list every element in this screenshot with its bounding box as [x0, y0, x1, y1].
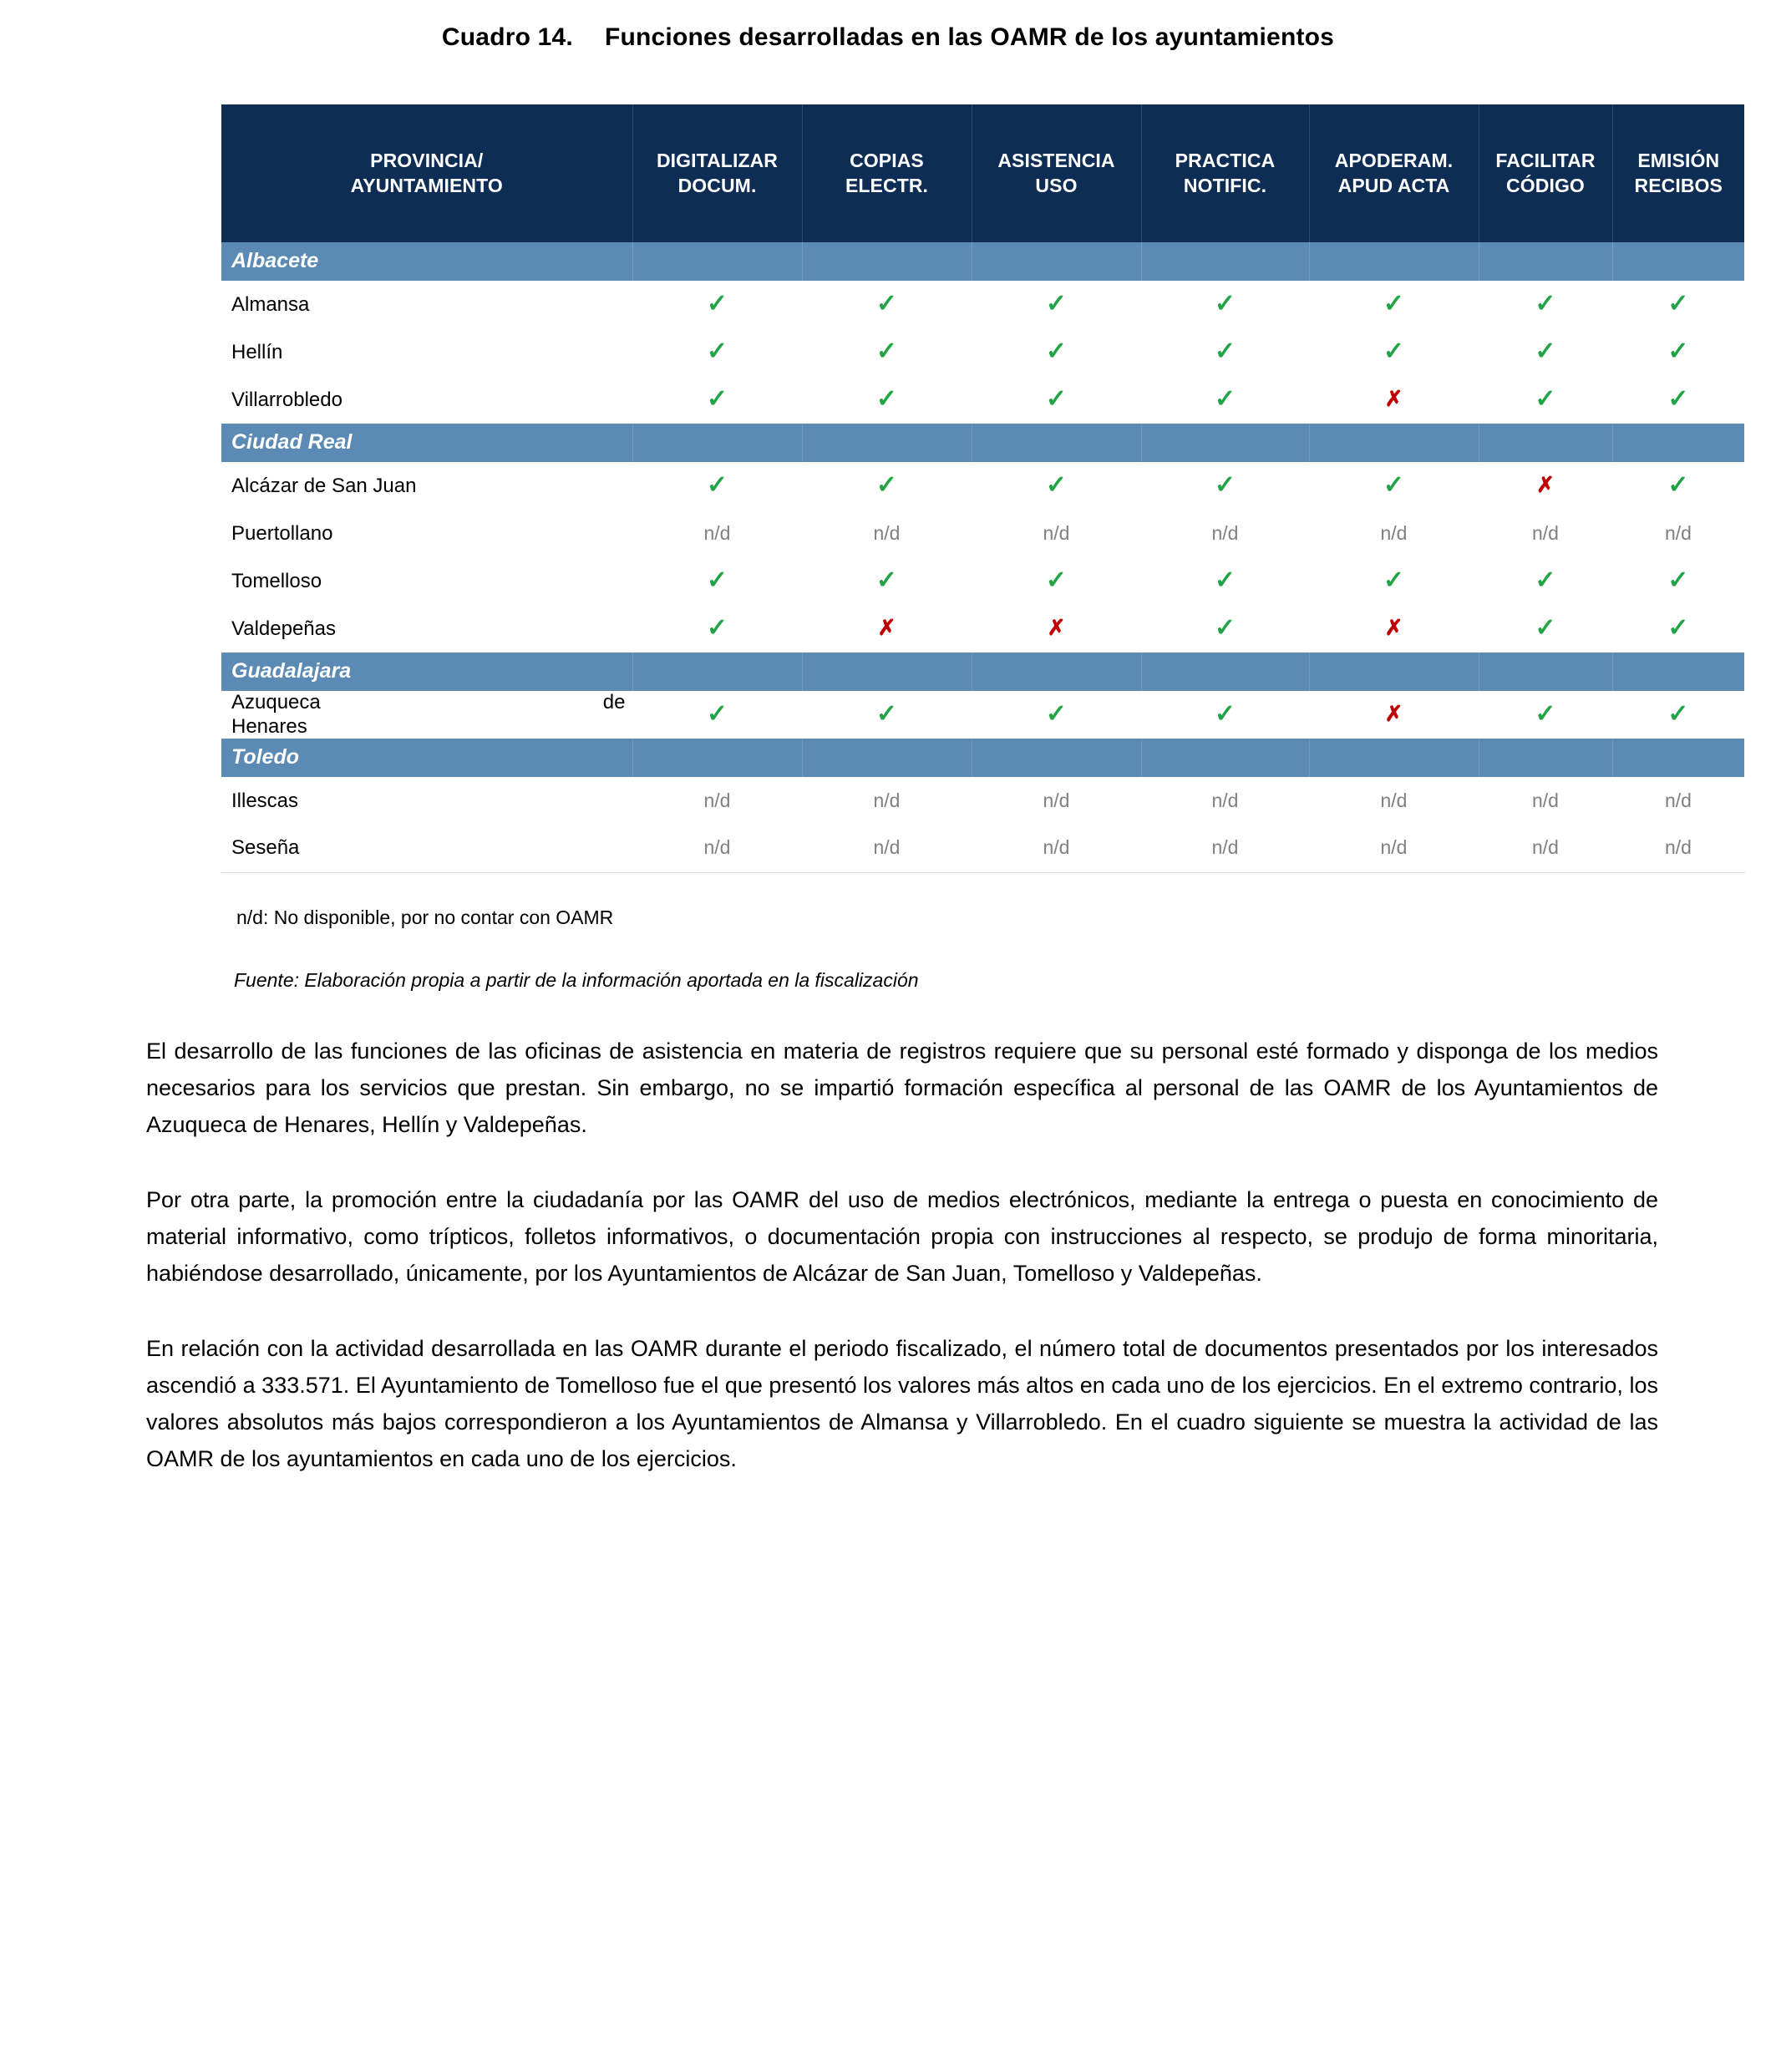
- column-header-line2: RECIBOS: [1634, 174, 1723, 196]
- check-icon: ✓: [706, 471, 728, 499]
- group-header-filler: [1479, 739, 1612, 777]
- cell-value: [1309, 557, 1479, 605]
- cell-value: [972, 328, 1141, 376]
- check-icon: ✓: [1383, 471, 1405, 499]
- not-available-text: n/d: [1211, 789, 1239, 811]
- column-header-line1: DIGITALIZAR: [656, 150, 779, 172]
- column-header-line1: PROVINCIA/: [370, 150, 484, 172]
- body-paragraph-3: En relación con la actividad desarrollada en las OAMR durante el periodo fiscalizado, el número total de documentos presentados por los interesados ascendió a 333.571. El Ayuntamiento de Tomelloso fue el que presentó los valores más altos en cada uno de los ejercicios. En el extremo contrario, los valores absolutos más bajos correspondieron a los Ayuntamientos de Almansa y Villarrobledo. En el cuadro siguiente se muestra la actividad de las OAMR de los ayuntamientos en cada uno de los ejercicios.: [146, 1336, 1658, 1471]
- not-available-text: n/d: [1043, 836, 1070, 859]
- group-header-filler: [1309, 739, 1479, 777]
- cell-value: [1141, 328, 1309, 376]
- group-header-row: [221, 653, 1744, 691]
- municipality-name: Illescas: [221, 777, 632, 825]
- municipality-name: [221, 691, 632, 739]
- cell-value: [1309, 281, 1479, 328]
- not-available-text: n/d: [1043, 521, 1070, 544]
- cell-value: [632, 462, 802, 510]
- cell-value: [1612, 510, 1744, 557]
- check-icon: ✓: [1045, 566, 1068, 594]
- check-icon: ✓: [1045, 290, 1068, 317]
- check-icon: ✓: [1667, 290, 1689, 317]
- cell-value: [1479, 777, 1612, 825]
- cell-value: [1479, 691, 1612, 739]
- cell-value: [1612, 328, 1744, 376]
- cell-value: [1141, 825, 1309, 872]
- group-header-filler: [972, 242, 1141, 281]
- check-icon: ✓: [875, 290, 898, 317]
- cell-value: [972, 462, 1141, 510]
- check-icon: ✓: [1045, 471, 1068, 499]
- column-header-line1: PRACTICA: [1175, 150, 1276, 172]
- municipality-name: Tomelloso: [221, 557, 632, 605]
- municipality-name: Almansa: [221, 281, 632, 328]
- table-row: [221, 376, 1744, 424]
- cell-value: [1309, 462, 1479, 510]
- check-icon: ✓: [1045, 338, 1068, 365]
- check-icon: ✓: [1383, 566, 1405, 594]
- not-available-text: n/d: [703, 836, 731, 859]
- cell-value: [802, 777, 972, 825]
- group-header-filler: [1141, 424, 1309, 462]
- cell-value: [802, 557, 972, 605]
- cross-icon: ✗: [1047, 615, 1066, 640]
- table-body: [221, 242, 1744, 872]
- municipality-name: Puertollano: [221, 510, 632, 557]
- table-title-text: Funciones desarrolladas en las OAMR de los ayuntamientos: [604, 23, 1335, 51]
- cell-value: [1141, 691, 1309, 739]
- check-icon: ✓: [706, 385, 728, 413]
- column-header-line2: CÓDIGO: [1506, 174, 1585, 196]
- check-icon: ✓: [875, 700, 898, 728]
- cell-value: [802, 328, 972, 376]
- check-icon: ✓: [1383, 290, 1405, 317]
- municipality-name: Seseña: [221, 825, 632, 872]
- cell-value: [802, 281, 972, 328]
- cell-value: [802, 510, 972, 557]
- not-available-text: n/d: [1043, 789, 1070, 811]
- cell-value: [1612, 777, 1744, 825]
- cell-value: [1309, 777, 1479, 825]
- cell-value: [1612, 825, 1744, 872]
- not-available-text: n/d: [1665, 789, 1692, 811]
- cell-value: [972, 691, 1141, 739]
- column-header-4: [1141, 104, 1309, 242]
- cell-value: [1479, 328, 1612, 376]
- check-icon: ✓: [875, 566, 898, 594]
- table-header: [221, 104, 1744, 242]
- cell-value: [972, 281, 1141, 328]
- column-header-2: [802, 104, 972, 242]
- check-icon: ✓: [1535, 614, 1556, 642]
- cross-icon: ✗: [1536, 472, 1555, 497]
- group-header-filler: [1309, 653, 1479, 691]
- check-icon: ✓: [1535, 338, 1556, 365]
- check-icon: ✓: [1535, 290, 1556, 317]
- cell-value: [1309, 376, 1479, 424]
- group-header-filler: [632, 242, 802, 281]
- check-icon: ✓: [706, 700, 728, 728]
- table-row: [221, 328, 1744, 376]
- column-header-5: [1309, 104, 1479, 242]
- municipality-name: Hellín: [221, 328, 632, 376]
- cell-value: [1479, 557, 1612, 605]
- cell-value: [632, 510, 802, 557]
- group-header-filler: [972, 424, 1141, 462]
- group-header-row: [221, 739, 1744, 777]
- cross-icon: ✗: [1384, 701, 1403, 726]
- check-icon: ✓: [1214, 566, 1236, 594]
- group-header-filler: [1141, 653, 1309, 691]
- not-available-text: n/d: [1211, 521, 1239, 544]
- check-icon: ✓: [875, 385, 898, 413]
- group-header-filler: [632, 739, 802, 777]
- column-header-6: [1479, 104, 1612, 242]
- not-available-text: n/d: [873, 836, 901, 859]
- group-header-filler: [1309, 242, 1479, 281]
- group-header-filler: [1479, 242, 1612, 281]
- check-icon: ✓: [1535, 385, 1556, 413]
- cross-icon: ✗: [1384, 615, 1403, 640]
- column-header-line2: NOTIFIC.: [1183, 174, 1267, 196]
- oamr-functions-table: [221, 104, 1745, 873]
- cell-value: [1612, 281, 1744, 328]
- check-icon: ✓: [1214, 290, 1236, 317]
- not-available-text: n/d: [1380, 836, 1408, 859]
- group-header-row: [221, 242, 1744, 281]
- table-row: [221, 691, 1744, 739]
- municipality-name: Alcázar de San Juan: [221, 462, 632, 510]
- municipality-name-part2: de: [602, 691, 626, 714]
- cell-value: [1479, 462, 1612, 510]
- check-icon: ✓: [1045, 700, 1068, 728]
- column-header-line1: EMISIÓN: [1637, 150, 1720, 172]
- municipality-name: Villarrobledo: [221, 376, 632, 424]
- cell-value: [802, 605, 972, 653]
- group-header-filler: [972, 653, 1141, 691]
- check-icon: ✓: [1214, 614, 1236, 642]
- group-header-filler: [1309, 424, 1479, 462]
- cell-value: [1141, 557, 1309, 605]
- group-header-filler: [1141, 739, 1309, 777]
- not-available-text: n/d: [873, 789, 901, 811]
- note-nd: n/d: No disponible, por no contar con OAMR: [236, 906, 614, 928]
- table-caption: [0, 23, 1776, 52]
- cell-value: [1612, 376, 1744, 424]
- check-icon: ✓: [875, 338, 898, 365]
- group-name: Guadalajara: [221, 653, 632, 691]
- table-header-row: [221, 104, 1744, 242]
- cell-value: [1141, 376, 1309, 424]
- cross-icon: ✗: [1384, 386, 1403, 411]
- check-icon: ✓: [1667, 338, 1689, 365]
- cell-value: [632, 691, 802, 739]
- cell-value: [1309, 605, 1479, 653]
- cell-value: [802, 376, 972, 424]
- check-icon: ✓: [1667, 614, 1689, 642]
- check-icon: ✓: [1383, 338, 1405, 365]
- check-icon: ✓: [706, 338, 728, 365]
- cell-value: [1479, 281, 1612, 328]
- table-row: [221, 510, 1744, 557]
- column-header-3: [972, 104, 1141, 242]
- cell-value: [632, 777, 802, 825]
- cell-value: [632, 328, 802, 376]
- check-icon: ✓: [1214, 385, 1236, 413]
- table-row: [221, 825, 1744, 872]
- cell-value: [1141, 777, 1309, 825]
- cell-value: [972, 510, 1141, 557]
- table-row: [221, 462, 1744, 510]
- column-header-7: [1612, 104, 1744, 242]
- oamr-functions-table-wrapper: [221, 104, 1723, 873]
- check-icon: ✓: [1667, 700, 1689, 728]
- group-header-filler: [1612, 424, 1744, 462]
- column-header-line2: USO: [1035, 174, 1078, 196]
- cell-value: [1612, 691, 1744, 739]
- cell-value: [972, 825, 1141, 872]
- group-header-filler: [802, 739, 972, 777]
- column-header-line1: FACILITAR: [1495, 150, 1596, 172]
- group-name: Albacete: [221, 242, 632, 281]
- cell-value: [802, 691, 972, 739]
- not-available-text: n/d: [1665, 521, 1692, 544]
- not-available-text: n/d: [1532, 789, 1559, 811]
- body-paragraph-1: El desarrollo de las funciones de las oficinas de asistencia en materia de registros requiere que su personal esté formado y disponga de los medios necesarios para los servicios que prestan. Sin embargo, no se impartió formación específica al personal de las OAMR de los Ayuntamientos de Azuqueca de Henares, Hellín y Valdepeñas.: [146, 1039, 1658, 1137]
- cell-value: [1612, 462, 1744, 510]
- not-available-text: n/d: [1665, 836, 1692, 859]
- cell-value: [632, 557, 802, 605]
- check-icon: ✓: [1214, 338, 1236, 365]
- column-header-line2: AYUNTAMIENTO: [350, 174, 503, 196]
- cell-value: [972, 605, 1141, 653]
- column-header-line1: APODERAM.: [1334, 150, 1454, 172]
- group-header-filler: [1479, 653, 1612, 691]
- cross-icon: ✗: [877, 615, 896, 640]
- cell-value: [1479, 825, 1612, 872]
- column-header-line2: ELECTR.: [845, 174, 929, 196]
- check-icon: ✓: [1667, 566, 1689, 594]
- cell-value: [1309, 328, 1479, 376]
- cell-value: [972, 376, 1141, 424]
- cell-value: [1309, 825, 1479, 872]
- check-icon: ✓: [875, 471, 898, 499]
- group-header-filler: [802, 653, 972, 691]
- not-available-text: n/d: [1380, 521, 1408, 544]
- cell-value: [1479, 510, 1612, 557]
- cell-value: [1479, 376, 1612, 424]
- municipality-name-part3: Henares: [231, 714, 307, 738]
- cell-value: [972, 777, 1141, 825]
- column-header-0: [221, 104, 632, 242]
- cell-value: [802, 825, 972, 872]
- column-header-line2: APUD ACTA: [1337, 174, 1450, 196]
- not-available-text: n/d: [1532, 836, 1559, 859]
- cell-value: [1612, 605, 1744, 653]
- group-header-filler: [802, 424, 972, 462]
- table-row: [221, 557, 1744, 605]
- cell-value: [632, 281, 802, 328]
- cell-value: [1141, 605, 1309, 653]
- group-name: Toledo: [221, 739, 632, 777]
- note-source: Fuente: Elaboración propia a partir de la información aportada en la fiscalización: [234, 969, 919, 991]
- cell-value: [1141, 462, 1309, 510]
- group-header-filler: [1612, 242, 1744, 281]
- group-header-filler: [1612, 653, 1744, 691]
- check-icon: ✓: [1535, 700, 1556, 728]
- group-header-row: [221, 424, 1744, 462]
- cell-value: [972, 557, 1141, 605]
- not-available-text: n/d: [1380, 789, 1408, 811]
- not-available-text: n/d: [873, 521, 901, 544]
- check-icon: ✓: [706, 614, 728, 642]
- column-header-line1: COPIAS: [850, 150, 924, 172]
- group-header-filler: [632, 653, 802, 691]
- municipality-name-part1: Azuqueca: [231, 691, 321, 714]
- table-row: [221, 777, 1744, 825]
- check-icon: ✓: [1045, 385, 1068, 413]
- column-header-line2: DOCUM.: [677, 174, 757, 196]
- cell-value: [632, 376, 802, 424]
- group-header-filler: [1612, 739, 1744, 777]
- body-paragraph-2: Por otra parte, la promoción entre la ciudadanía por las OAMR del uso de medios electrónicos, mediante la entrega o puesta en conocimiento de material informativo, como trípticos, folletos informativos, o documentación propia con instrucciones al respecto, se produjo de forma minoritaria, habiéndose desarrollado, únicamente, por los Ayuntamientos de Alcázar de San Juan, Tomelloso y Valdepeñas.: [146, 1187, 1658, 1286]
- cell-value: [1612, 557, 1744, 605]
- table-row: [221, 605, 1744, 653]
- cell-value: [632, 605, 802, 653]
- not-available-text: n/d: [1532, 521, 1559, 544]
- check-icon: ✓: [706, 290, 728, 317]
- cell-value: [1141, 510, 1309, 557]
- cell-value: [632, 825, 802, 872]
- group-header-filler: [1141, 242, 1309, 281]
- group-name: Ciudad Real: [221, 424, 632, 462]
- check-icon: ✓: [1535, 566, 1556, 594]
- check-icon: ✓: [1214, 471, 1236, 499]
- table-number: Cuadro 14.: [441, 23, 573, 51]
- check-icon: ✓: [1214, 700, 1236, 728]
- body-text-column: [146, 1033, 1658, 1477]
- column-header-1: [632, 104, 802, 242]
- not-available-text: n/d: [703, 521, 731, 544]
- check-icon: ✓: [706, 566, 728, 594]
- table-row: [221, 281, 1744, 328]
- cell-value: [1479, 605, 1612, 653]
- group-header-filler: [1479, 424, 1612, 462]
- group-header-filler: [972, 739, 1141, 777]
- not-available-text: n/d: [1211, 836, 1239, 859]
- check-icon: ✓: [1667, 385, 1689, 413]
- cell-value: [1309, 510, 1479, 557]
- check-icon: ✓: [1667, 471, 1689, 499]
- group-header-filler: [802, 242, 972, 281]
- cell-value: [1141, 281, 1309, 328]
- cell-value: [1309, 691, 1479, 739]
- column-header-line1: ASISTENCIA: [997, 150, 1115, 172]
- not-available-text: n/d: [703, 789, 731, 811]
- municipality-name: Valdepeñas: [221, 605, 632, 653]
- cell-value: [802, 462, 972, 510]
- group-header-filler: [632, 424, 802, 462]
